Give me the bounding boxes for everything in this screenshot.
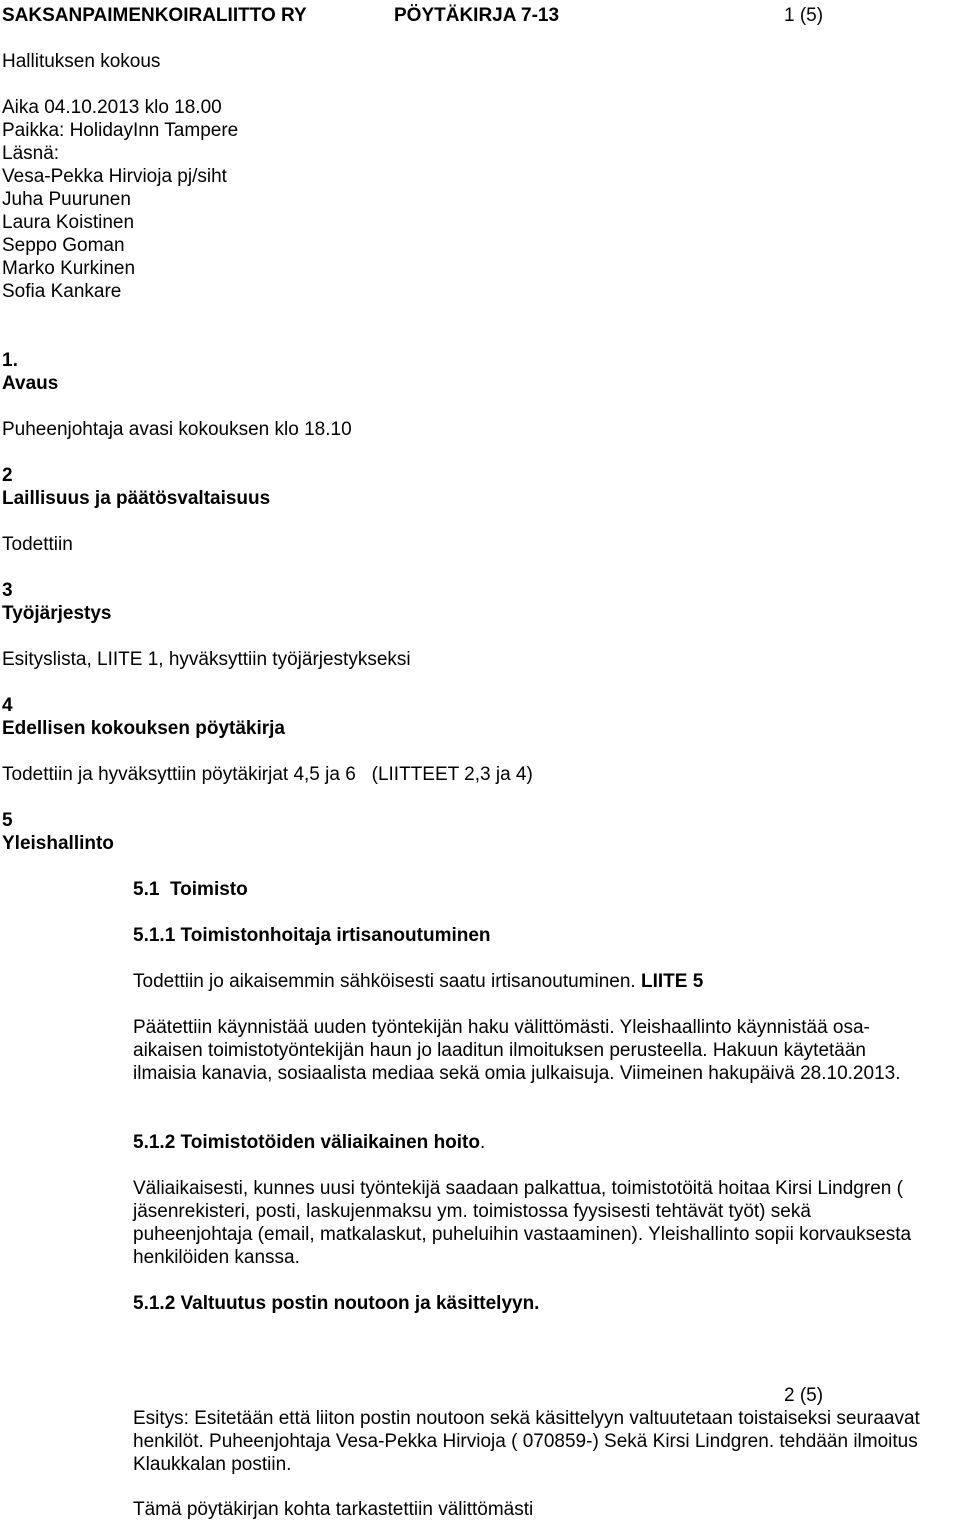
heading-period: . (480, 1132, 486, 1153)
paragraph-line: Väliaikaisesti, kunnes uusi työntekijä saadaan palkattua, toimistotöitä hoitaa Kirsi Lindgren ( (133, 1178, 903, 1199)
paragraph-line: henkilöt. Puheenjohtaja Vesa-Pekka Hirvioja ( 070859-) Sekä Kirsi Lindgren. tehdään ilmoitus (133, 1431, 918, 1452)
organization-name: SAKSANPAIMENKOIRALIITTO RY (2, 5, 307, 26)
section-title: Yleishallinto (2, 833, 114, 854)
paragraph-line: Klaukkalan postiin. (133, 1454, 292, 1475)
meeting-place: Paikka: HolidayInn Tampere (2, 120, 239, 141)
attendee: Marko Kurkinen (2, 258, 136, 279)
attendee: Laura Koistinen (2, 212, 135, 233)
paragraph-line: puheenjohtaja (email, matkalaskut, puheluihin vastaaminen). Yleishallinto sopii korvauksesta (133, 1224, 912, 1245)
section-number: 3 (2, 580, 13, 601)
subsection-heading-line (133, 1131, 485, 1154)
subsection-heading: 5.1.2 Valtuutus postin noutoon ja käsittelyyn. (133, 1293, 540, 1314)
paragraph-line: Päätettiin käynnistää uuden työntekijän haku välittömästi. Yleishaallinto käynnistää osa- (133, 1017, 870, 1038)
document-type: PÖYTÄKIRJA 7-13 (394, 5, 560, 26)
meeting-type: Hallituksen kokous (2, 51, 161, 72)
attendee: Seppo Goman (2, 235, 125, 256)
section-body: Todettiin (2, 534, 73, 555)
attendee: Sofia Kankare (2, 281, 122, 302)
paragraph-text: Todettiin jo aikaisemmin sähköisesti saatu irtisanoutuminen. (133, 971, 641, 992)
paragraph-line: henkilöiden kanssa. (133, 1247, 300, 1268)
section-title: Työjärjestys (2, 603, 112, 624)
attachment-reference: LIITE 5 (640, 971, 704, 992)
section-title: Laillisuus ja päätösvaltaisuus (2, 488, 271, 509)
section-title: Edellisen kokouksen pöytäkirja (2, 718, 285, 739)
subsection-heading: 5.1.2 Toimistotöiden väliaikainen hoito (133, 1132, 480, 1153)
paragraph (133, 970, 703, 993)
paragraph-line: ilmaisia kanavia, sosiaalista mediaa sekä omia julkaisuja. Viimeinen hakupäivä 28.10.2013. (133, 1063, 901, 1084)
paragraph-line: aikaisen toimistotyöntekijän haun jo laaditun ilmoituksen perusteella. Hakuun käytetään (133, 1040, 866, 1061)
page-number: 1 (5) (784, 5, 824, 26)
section-number: 2 (2, 465, 13, 486)
subsection-heading: 5.1 Toimisto (133, 879, 248, 900)
section-number: 4 (2, 695, 13, 716)
paragraph-line: jäsenrekisteri, posti, laskujenmaksu ym. toimistossa fyysisesti tehtävät työt) sekä (133, 1201, 811, 1222)
section-number: 5 (2, 810, 13, 831)
paragraph: Tämä pöytäkirjan kohta tarkastettiin välittömästi (133, 1499, 534, 1520)
subsection-heading: 5.1.1 Toimistonhoitaja irtisanoutuminen (133, 925, 491, 946)
section-body: Puheenjohtaja avasi kokouksen klo 18.10 (2, 419, 352, 440)
attendee: Juha Puurunen (2, 189, 131, 210)
meeting-time: Aika 04.10.2013 klo 18.00 (2, 97, 222, 118)
section-body: Esityslista, LIITE 1, hyväksyttiin työjärjestykseksi (2, 649, 411, 670)
paragraph-line: Esitys: Esitetään että liiton postin noutoon sekä käsittelyyn valtuutetaan toistaiseksi seuraavat (133, 1408, 920, 1429)
section-body: Todettiin ja hyväksyttiin pöytäkirjat 4,5 ja 6 (LIITTEET 2,3 ja 4) (2, 764, 533, 785)
attendee: Vesa-Pekka Hirvioja pj/siht (2, 166, 227, 187)
section-title: Avaus (2, 373, 59, 394)
present-label: Läsnä: (2, 143, 60, 164)
page-number: 2 (5) (784, 1385, 824, 1406)
section-number: 1. (2, 350, 18, 371)
